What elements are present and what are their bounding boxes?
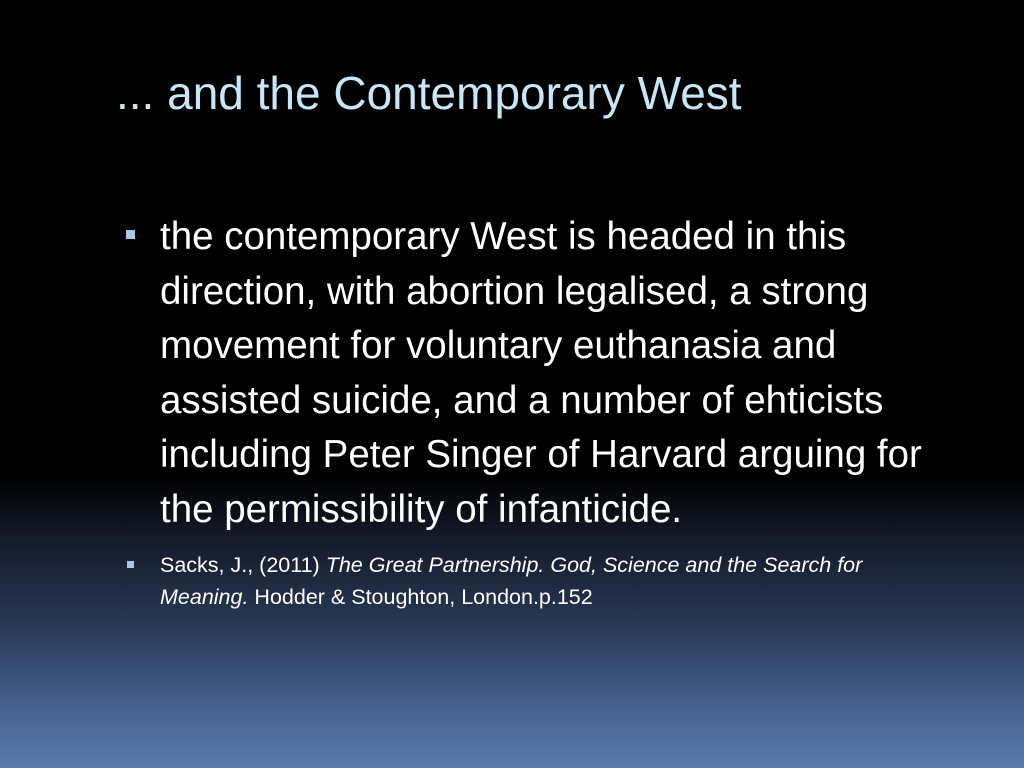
reference-item — [118, 549, 940, 613]
bullet-item — [118, 210, 970, 537]
square-bullet-icon — [126, 230, 135, 239]
reference-publisher: Hodder & Stoughton, London.p.152 — [248, 585, 593, 609]
reference-author: Sacks, J., (2011) — [160, 553, 326, 577]
square-bullet-icon — [127, 561, 134, 568]
slide-title: ... and the Contemporary West — [116, 67, 742, 119]
bullet-text: the contemporary West is headed in this direction, with abortion legalised, a strong movement for voluntary euthanasia and assisted suicide, and a number of ehticists including Peter Singer of Harvard arguing for the permissibility of infanticide. — [160, 215, 922, 531]
slide-content — [118, 210, 978, 613]
reference-book-title: The Great Partnership. God, Science and the Search for Meaning. — [160, 553, 863, 609]
